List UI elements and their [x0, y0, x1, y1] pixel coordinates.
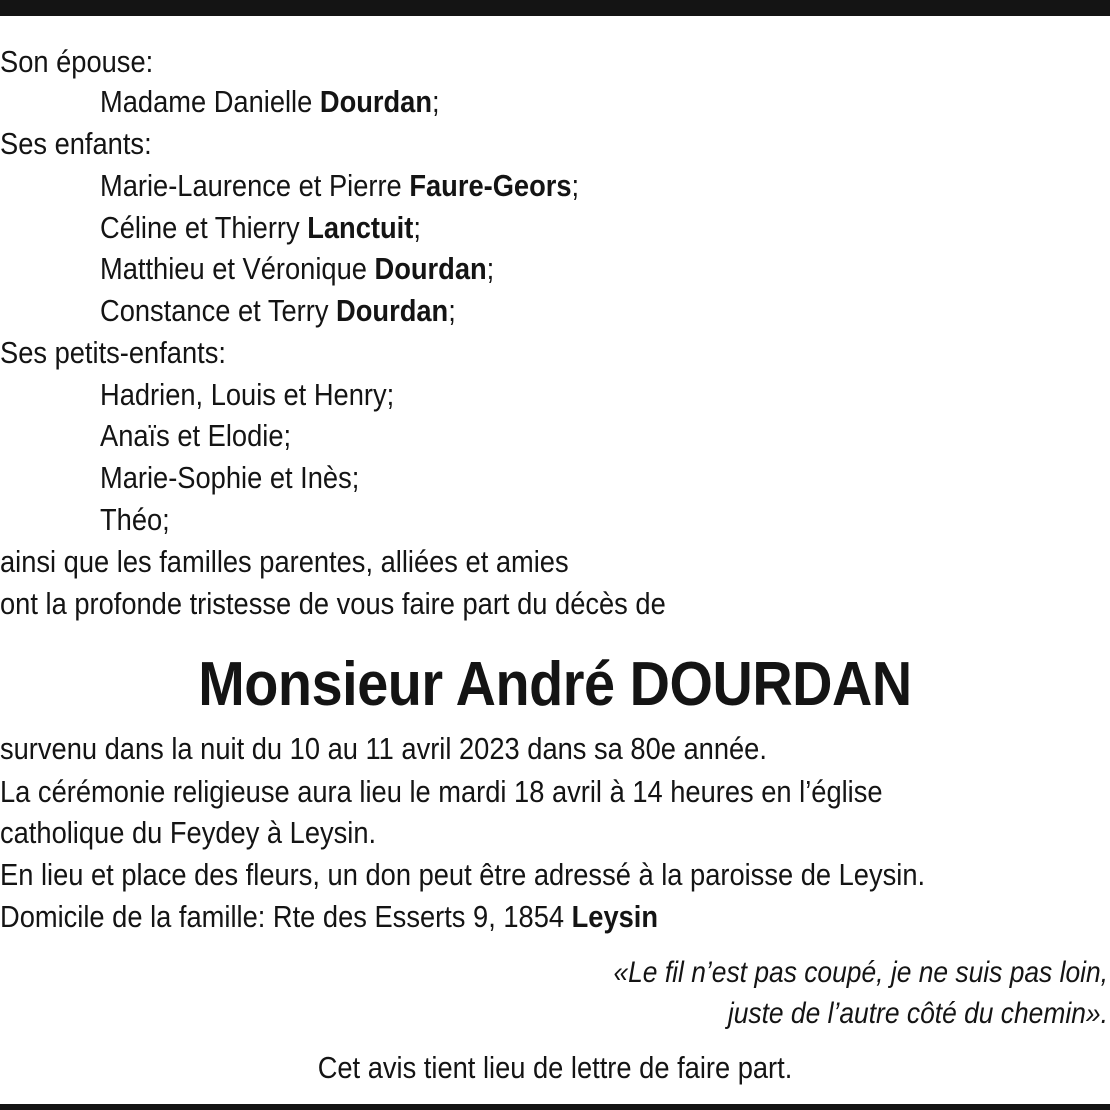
quote-line: juste de l’autre côté du chemin». — [727, 997, 1108, 1030]
entry-surname: Dourdan — [374, 251, 487, 286]
intro-line: ont la profonde tristesse de vous faire part du décès de — [0, 586, 666, 621]
entry-names: Marie-Laurence et Pierre — [100, 168, 402, 203]
detail-line: La cérémonie religieuse aura lieu le mardi 18 avril à 14 heures en l’église — [0, 774, 883, 809]
grandchild-entry: Hadrien, Louis et Henry; — [100, 377, 395, 412]
detail-line: survenu dans la nuit du 10 au 11 avril 2023 dans sa 80e année. — [0, 731, 767, 766]
entry-surname: Lanctuit — [307, 210, 414, 245]
domicile-line — [0, 899, 658, 935]
entry-separator: ; — [571, 168, 580, 203]
domicile-town: Leysin — [571, 899, 659, 934]
child-entry — [100, 251, 494, 287]
entry-names: Madame Danielle — [100, 84, 313, 119]
grandchild-entry: Anaïs et Elodie; — [100, 418, 292, 453]
entry-names: Constance et Terry — [100, 293, 329, 328]
grandchild-entry: Théo; — [100, 502, 170, 537]
child-entry — [100, 293, 456, 329]
quote-line: «Le fil n’est pas coupé, je ne suis pas loin, — [613, 956, 1108, 989]
grandchild-entry: Marie-Sophie et Inès; — [100, 460, 360, 495]
child-entry — [100, 168, 579, 204]
entry-separator: ; — [432, 84, 440, 119]
closing-line: Cet avis tient lieu de lettre de faire part. — [317, 1050, 793, 1085]
entry-surname: Dourdan — [336, 293, 449, 328]
entry-separator: ; — [448, 293, 456, 328]
domicile-text: Domicile de la famille: Rte des Esserts 9, 1854 — [0, 899, 565, 934]
entry-surname: Faure-Geors — [409, 168, 572, 203]
spouse-entry — [100, 84, 440, 120]
top-rule — [0, 0, 1110, 16]
deceased-name: Monsieur André DOURDAN — [198, 650, 912, 719]
entry-names: Matthieu et Véronique — [100, 251, 367, 286]
detail-line: En lieu et place des fleurs, un don peut être adressé à la paroisse de Leysin. — [0, 857, 926, 892]
spouse-heading: Son épouse: — [0, 44, 154, 79]
entry-separator: ; — [486, 251, 495, 286]
intro-line: ainsi que les familles parentes, alliées et amies — [0, 544, 569, 579]
child-entry — [100, 210, 421, 246]
entry-separator: ; — [413, 210, 421, 245]
entry-names: Céline et Thierry — [100, 210, 300, 245]
children-heading: Ses enfants: — [0, 126, 152, 161]
bottom-rule — [0, 1104, 1110, 1110]
entry-surname: Dourdan — [319, 84, 433, 119]
detail-line: catholique du Feydey à Leysin. — [0, 815, 377, 850]
grandchildren-heading: Ses petits-enfants: — [0, 335, 226, 370]
